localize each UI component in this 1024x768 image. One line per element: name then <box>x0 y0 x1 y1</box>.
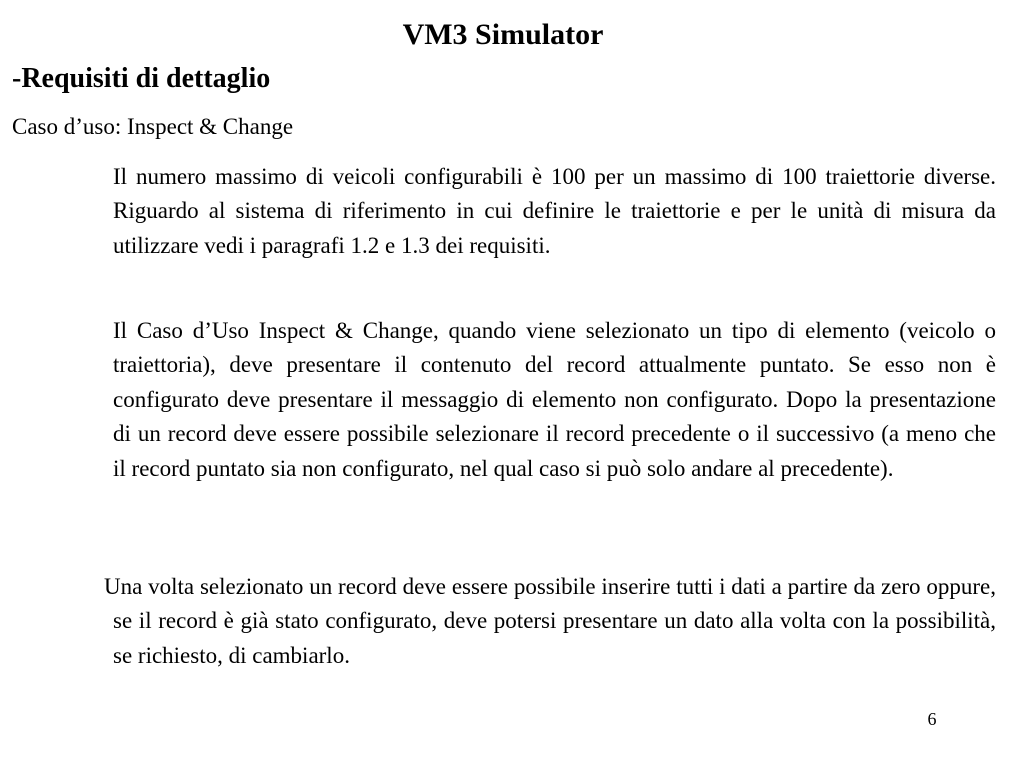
slide-subtitle: -Requisiti di dettaglio <box>12 63 271 94</box>
slide-title: VM3 Simulator <box>402 18 604 51</box>
page-number: 6 <box>927 709 937 729</box>
paragraph-record-editing: Una volta selezionato un record deve essere possibile inserire tutti i dati a partire da zero oppure, se il record è già stato configurato, deve potersi presentare un dato alla volta con la possibilità, se richiesto, di cambiarlo. <box>104 574 996 668</box>
paragraph-inspect-change: Il Caso d’Uso Inspect & Change, quando viene selezionato un tipo di elemento (veicolo o traiettoria), deve presentare il contenuto del record attualmente puntato. Se esso non è configurato deve presentare il messaggio di elemento non configurato. Dopo la presentazione di un record deve essere possibile selezionare il record precedente o il successivo (a meno che il record puntato sia non configurato, nel qual caso si può solo andare al precedente). <box>113 318 996 481</box>
use-case-heading: Caso d’uso: Inspect & Change <box>12 114 294 139</box>
paragraph-limits: Il numero massimo di veicoli configurabili è 100 per un massimo di 100 traiettorie diverse. Riguardo al sistema di riferimento in cui definire le traiettorie e per le unità di misura da utilizzare vedi i paragrafi 1.2 e 1.3 dei requisiti. <box>113 164 996 258</box>
